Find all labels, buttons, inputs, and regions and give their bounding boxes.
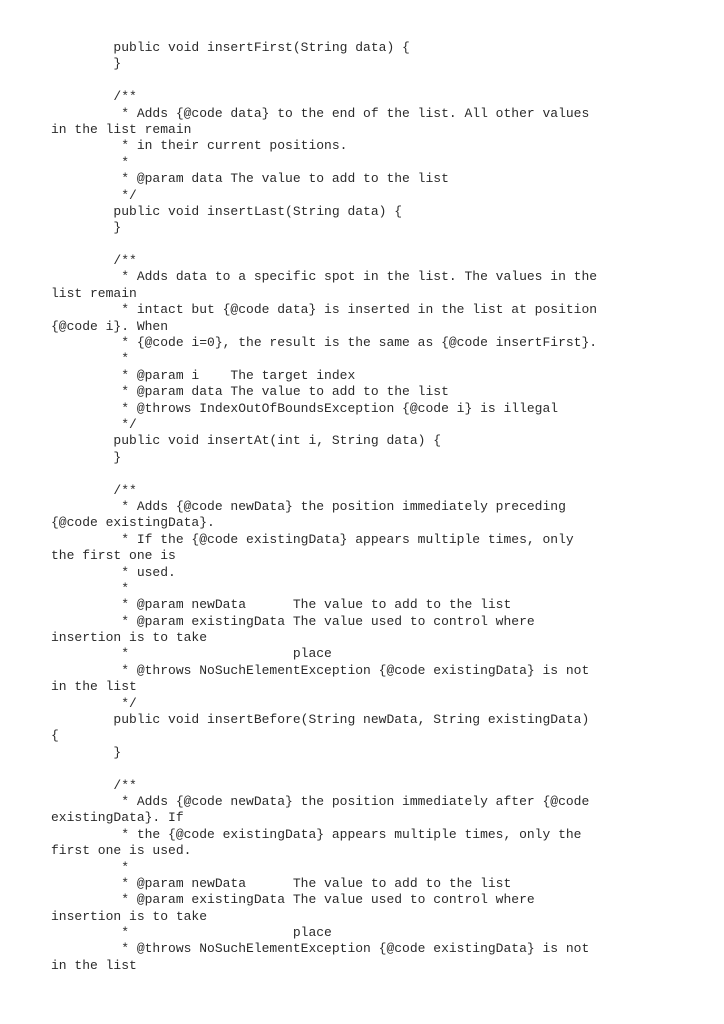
code-line: } [51, 220, 122, 236]
code-line: */ [51, 695, 137, 711]
code-line: * @throws IndexOutOfBoundsException {@code i} is illegal [51, 400, 559, 416]
code-line: * @param existingData The value used to control where [51, 613, 535, 629]
code-line: /** [51, 777, 137, 793]
code-line: existingData}. If [51, 810, 184, 826]
code-line: } [51, 449, 122, 465]
code-line: * @param newData The value to add to the list [51, 597, 512, 613]
code-line: * place [51, 646, 332, 662]
code-line: * Adds data to a specific spot in the list. The values in the [51, 269, 598, 285]
code-line: { [51, 728, 59, 744]
code-line: * @param data The value to add to the list [51, 384, 449, 400]
code-line: first one is used. [51, 843, 192, 859]
code-line: in the list [51, 957, 137, 973]
code-line: */ [51, 187, 137, 203]
code-line [51, 761, 711, 777]
code-line: * the {@code existingData} appears multiple times, only the [51, 826, 582, 842]
code-line [51, 237, 711, 253]
code-line: * @throws NoSuchElementException {@code existingData} is not [51, 662, 590, 678]
code-line: * @param i The target index [51, 367, 356, 383]
code-line: the first one is [51, 548, 176, 564]
code-line: public void insertLast(String data) { [51, 203, 403, 219]
code-line: * @param existingData The value used to control where [51, 892, 535, 908]
code-line: insertion is to take [51, 908, 208, 924]
code-line: public void insertFirst(String data) { [51, 40, 410, 55]
code-line: * intact but {@code data} is inserted in the list at position [51, 302, 598, 318]
code-line: list remain [51, 285, 137, 301]
code-listing [51, 40, 711, 974]
code-line: * [51, 580, 130, 596]
code-line: * {@code i=0}, the result is the same as {@code insertFirst}. [51, 335, 598, 351]
code-line: /** [51, 89, 137, 105]
code-line: * Adds {@code newData} the position immediately after {@code [51, 793, 590, 809]
code-line: public void insertBefore(String newData, String existingData) [51, 712, 590, 728]
code-line: in the list remain [51, 121, 192, 137]
code-line: {@code existingData}. [51, 515, 215, 531]
code-line: * [51, 351, 130, 367]
code-line: in the list [51, 679, 137, 695]
code-line: /** [51, 482, 137, 498]
code-line: * [51, 859, 130, 875]
code-line: public void insertAt(int i, String data) { [51, 433, 442, 449]
code-line: insertion is to take [51, 630, 208, 646]
code-line [51, 466, 711, 482]
code-line: * [51, 154, 130, 170]
code-line: * If the {@code existingData} appears multiple times, only [51, 531, 574, 547]
code-line: * @param data The value to add to the list [51, 171, 449, 187]
code-line: * used. [51, 564, 176, 580]
code-line: } [51, 744, 122, 760]
code-line: /** [51, 253, 137, 269]
code-line: * Adds {@code data} to the end of the list. All other values [51, 105, 590, 121]
code-line: * Adds {@code newData} the position immediately preceding [51, 498, 566, 514]
code-line: */ [51, 416, 137, 432]
code-line: * @throws NoSuchElementException {@code existingData} is not [51, 941, 590, 957]
code-line: } [51, 56, 122, 72]
code-line: * in their current positions. [51, 138, 348, 154]
code-line: * place [51, 925, 332, 941]
code-line: * @param newData The value to add to the list [51, 875, 512, 891]
code-line [51, 73, 711, 89]
code-line: {@code i}. When [51, 318, 169, 334]
